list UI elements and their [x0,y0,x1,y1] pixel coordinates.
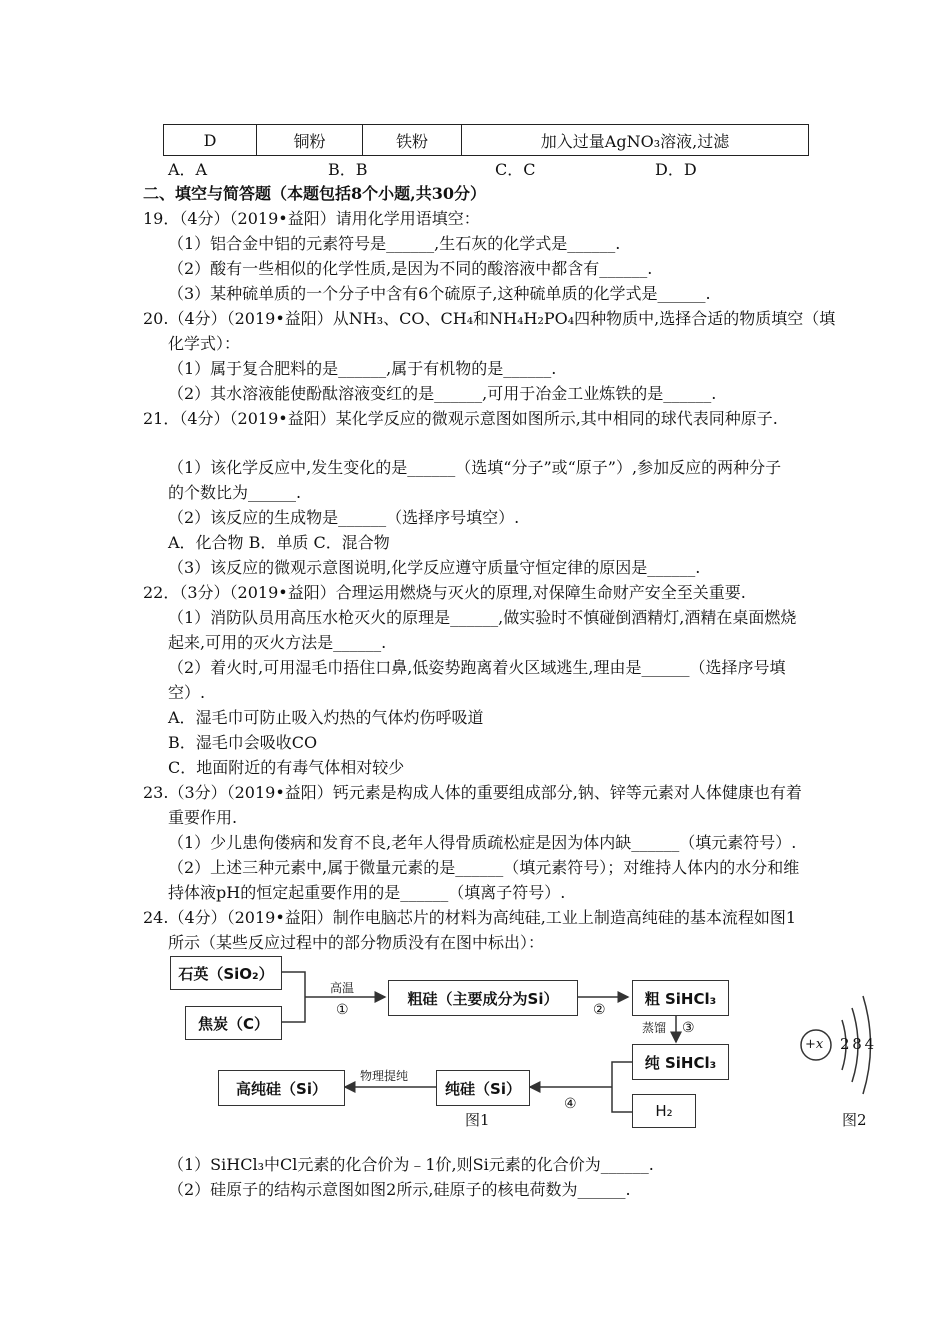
q22-option-a: A．湿毛巾可防止吸入灼热的气体灼伤呼吸道 [168,708,484,727]
label-step3: ③ [682,1020,695,1036]
q21-part2: （2）该反应的生成物是______（选择序号填空）. [168,508,520,527]
label-step4: ④ [564,1096,577,1112]
q20-part2: （2）其水溶液能使酚酞溶液变红的是______,可用于冶金工业炼铁的是______. [168,384,717,403]
option-table [163,124,809,156]
q22-part1: （1）消防队员用高压水枪灭火的原理是______,做实验时不慎碰倒酒精灯,酒精在桌面燃烧 [168,608,797,627]
choice-b: B．B [328,160,368,179]
q23-stem: 23.（3分）（2019•益阳）钙元素是构成人体的重要组成部分,钠、锌等元素对人体健康也有着 [143,783,802,802]
q23-part2: （2）上述三种元素中,属于微量元素的是______（填元素符号）；对维持人体内的水分和维 [168,858,800,877]
join-bracket-2 [612,1062,632,1112]
label-phys-purify: 物理提纯 [360,1069,409,1083]
q20-stem: 20.（4分）（2019•益阳）从NH₃、CO、CH₄和NH₄H₂PO₄四种物质中,选择合适的物质填空（填 [143,309,836,328]
q20-stem-cont: 化学式）： [168,334,241,353]
table-cell: 铁粉 [363,125,462,156]
process-flow-figure [160,950,880,1135]
q21-part3: （3）该反应的微观示意图说明,化学反应遵守质量守恒定律的原因是______. [168,558,701,577]
q22-stem: 22．（3分）（2019•益阳）合理运用燃烧与灭火的原理,对保障生命财产安全至关重要. [143,583,746,602]
choice-d: D．D [655,160,697,179]
box-coke: 焦炭（C） [185,1006,282,1040]
q22-option-c: C．地面附近的有毒气体相对较少 [168,758,405,777]
q23-part2-cont: 持体液pH的恒定起重要作用的是______（填离子符号）. [168,883,566,902]
choice-c: C．C [495,160,536,179]
q19-stem: 19．（4分）（2019•益阳）请用化学用语填空： [143,209,480,228]
q24-part2: （2）硅原子的结构示意图如图2所示,硅原子的核电荷数为______. [168,1180,631,1199]
q21-part1-cont: 的个数比为______. [168,483,302,502]
box-high-pure-si: 高纯硅（Si） [218,1070,345,1106]
label-high-temp: 高温 [330,981,355,995]
figure1-caption: 图1 [465,1111,490,1129]
choice-a: A．A [168,160,208,179]
box-pure-sihcl3: 纯 SiHCl₃ [632,1044,729,1080]
q21-stem: 21．（4分）（2019•益阳）某化学反应的微观示意图如图所示,其中相同的球代表同种原子. [143,409,778,428]
table-cell: 加入过量AgNO₃溶液,过滤 [462,125,809,156]
q22-part1-cont: 起来,可用的灭火方法是______. [168,633,387,652]
label-distill: 蒸馏 [642,1021,667,1035]
q23-part1: （1）少儿患佝偻病和发育不良,老年人得骨质疏松症是因为体内缺______（填元素符号）. [168,833,797,852]
shell-electrons: 2 8 4 [840,1035,874,1053]
q19-part1: （1）铝合金中铝的元素符号是______,生石灰的化学式是______. [168,234,621,253]
q19-part2: （2）酸有一些相似的化学性质,是因为不同的酸溶液中都含有______. [168,259,653,278]
q21-part1: （1）该化学反应中,发生变化的是______（选填“分子”或“原子”）,参加反应的两种分子 [168,458,782,477]
table-row [164,125,809,156]
q21-part2-options: A．化合物 B．单质 C．混合物 [168,533,390,552]
box-pure-si: 纯硅（Si） [436,1070,530,1106]
q24-part1: （1）SiHCl₃中Cl元素的化合价为﹣1价,则Si元素的化合价为______. [168,1155,654,1174]
section-title: 二、填空与简答题（本题包括8个小题,共30分） [143,184,486,203]
label-step1: ① [336,1002,349,1018]
q19-part3: （3）某种硫单质的一个分子中含有6个硫原子,这种硫单质的化学式是______. [168,284,711,303]
q20-part1: （1）属于复合肥料的是______,属于有机物的是______. [168,359,557,378]
table-cell: 铜粉 [257,125,363,156]
q24-stem: 24.（4分）（2019•益阳）制作电脑芯片的材料为高纯硅,工业上制造高纯硅的基本流程如图1 [143,908,797,927]
q22-part2-cont: 空）. [168,683,206,702]
box-crude-sihcl3: 粗 SiHCl₃ [632,980,729,1016]
q24-stem-cont: 所示（某些反应过程中的部分物质没有在图中标出）： [168,933,545,952]
label-step2: ② [593,1002,606,1018]
q22-part2: （2）着火时,可用湿毛巾捂住口鼻,低姿势跑离着火区域逃生,理由是______（选择序号填 [168,658,786,677]
box-crude-si: 粗硅（主要成分为Si） [388,980,578,1016]
q23-stem-cont: 重要作用. [168,808,238,827]
join-bracket [282,972,305,1022]
q22-option-b: B．湿毛巾会吸收CO [168,733,318,752]
table-cell: D [164,125,257,156]
box-quartz: 石英（SiO₂） [170,956,282,990]
box-h2: H₂ [632,1094,696,1128]
figure2-caption: 图2 [842,1111,867,1129]
nucleus-label: +x [805,1037,824,1052]
